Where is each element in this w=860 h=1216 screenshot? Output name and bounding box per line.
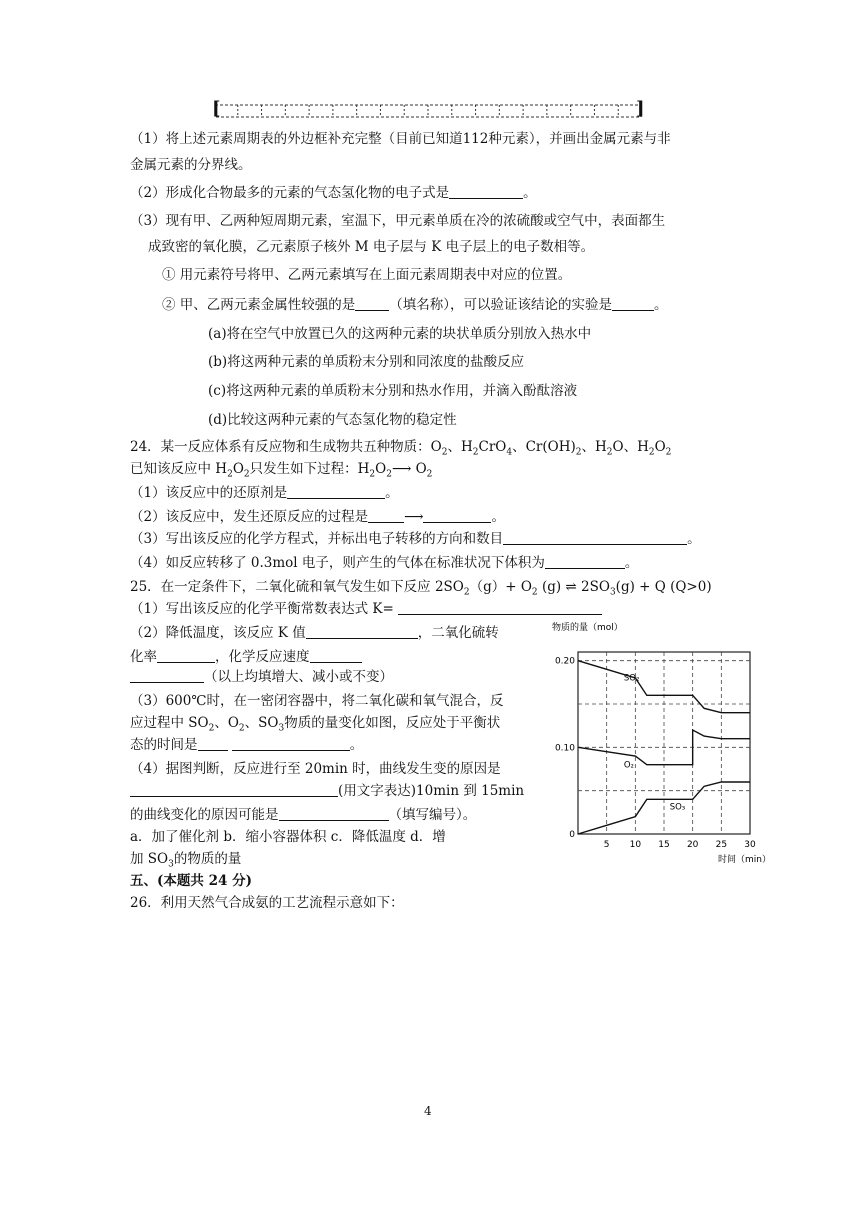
answer-blank[interactable]: [368, 508, 404, 523]
q25-options-line2: 加 $SO_3$的物质的量: [130, 851, 242, 870]
x-tick-label: 10: [629, 840, 642, 850]
series-label: SO₃: [669, 802, 686, 813]
page-number: 4: [424, 1104, 432, 1118]
x-tick-label: 20: [686, 840, 699, 850]
table-bracket-left: [: [212, 98, 221, 119]
q25-part2-line3: （以上均填增大、减小或不变）: [130, 668, 393, 686]
table-bracket-right: ]: [636, 98, 645, 119]
answer-blank[interactable]: [355, 296, 389, 311]
q23-sub1: ① 用元素符号将甲、乙两元素填写在上面元素周期表中对应的位置。: [162, 267, 572, 283]
q23-part3-line1: （3）现有甲、乙两种短周期元素，室温下，甲元素单质在冷的浓硫酸或空气中，表面都生: [130, 213, 666, 229]
section-5-heading: 五、(本题共 24 分): [130, 873, 252, 889]
answer-blank[interactable]: [612, 296, 654, 311]
q25-part3-line2: 应过程中 $SO_2$、$O_2$、$SO_3$物质的量变化如图，反应处于平衡状: [130, 715, 501, 734]
y-tick-label: 0.20: [554, 656, 575, 667]
answer-blank[interactable]: [310, 648, 362, 663]
answer-blank[interactable]: [306, 624, 418, 639]
q26-intro: 26．利用天然气合成氨的工艺流程示意如下：: [130, 895, 404, 911]
q23-part1-line1: （1）将上述元素周期表的外边框补充完整（目前已知道112种元素），并画出金属元素与非: [130, 131, 671, 147]
q25-part3-line3: 态的时间是 。: [130, 737, 364, 753]
answer-blank[interactable]: [279, 806, 389, 821]
q25-part4-line3: 的曲线变化的原因可能是 （填写编号）。: [130, 807, 477, 823]
periodic-table-strip: [214, 104, 642, 118]
q24-part3: （3）写出该反应的化学方程式，并标出电子转移的方向和数目 。: [130, 531, 701, 547]
x-axis-label: 时间（min）: [718, 855, 771, 865]
q24-known: 已知该反应中 $H_2O_2$只发生如下过程：$H_2O_2⟶$ $O_2$: [130, 461, 433, 480]
q23-part3-line2: 成致密的氧化膜，乙元素原子核外 M 电子层与 K 电子层上的电子数相等。: [148, 239, 595, 255]
q25-part2-line1: （2）降低温度，该反应 K 值 ，二氧化硫转: [130, 625, 499, 641]
q24-part4: （4）如反应转移了 0.3mol 电子，则产生的气体在标准状况下体积为 。: [130, 555, 639, 571]
answer-blank[interactable]: [130, 782, 338, 797]
q23-option-d: (d)比较这两种元素的气态氢化物的稳定性: [208, 412, 457, 428]
answer-blank[interactable]: [545, 554, 625, 569]
answer-blank[interactable]: [503, 530, 687, 545]
q25-part4-line2: (用文字表达)10min 到 15min: [130, 782, 524, 800]
q25-part1: （1）写出该反应的化学平衡常数表达式 K=: [130, 600, 602, 618]
q23-sub2: ② 甲、乙两元素金属性较强的是 （填名称），可以验证该结论的实验是 。: [162, 297, 668, 313]
answer-blank[interactable]: [232, 736, 350, 751]
x-tick-label: 25: [715, 840, 728, 850]
q24-part1: （1）该反应中的还原剂是 。: [130, 485, 399, 501]
q25-intro: 25．在一定条件下，二氧化硫和氧气发生如下反应 $2SO_2(g)+ O_2$ (g) ⇌ $2SO_3(g) + Q$ (Q>0): [130, 579, 712, 598]
q25-part3-line1: （3）600℃时，在一密闭容器中，将二氧化碳和氧气混合，反: [130, 693, 504, 709]
q23-option-a: (a)将在空气中放置已久的这两种元素的块状单质分别放入热水中: [208, 326, 592, 342]
y-tick-label: 0: [569, 830, 575, 840]
answer-blank[interactable]: [287, 484, 385, 499]
y-axis-label: 物质的量（mol）: [552, 623, 623, 633]
q25-options: a．加了催化剂 b．缩小容器体积 c．降低温度 d．增: [130, 829, 446, 845]
periodic-table-grid: [214, 104, 642, 118]
x-tick-label: 30: [744, 840, 756, 850]
y-tick-label: 0.10: [554, 743, 575, 754]
answer-blank[interactable]: [198, 736, 228, 751]
substance-amount-chart: [540, 612, 780, 872]
series-label: SO₂: [623, 673, 640, 684]
q23-option-c: (c)将这两种元素的单质粉末分别和热水作用，并滴入酚酞溶液: [208, 383, 578, 399]
q25-part4-line1: （4）据图判断，反应进行至 20min 时，曲线发生变的原因是: [130, 761, 501, 777]
q23-option-b: (b)将这两种元素的单质粉末分别和同浓度的盐酸反应: [208, 354, 525, 370]
x-tick-label: 15: [658, 840, 670, 850]
answer-blank[interactable]: [157, 648, 215, 663]
q23-part1-line2: 金属元素的分界线。: [130, 157, 252, 173]
answer-blank[interactable]: [130, 668, 204, 683]
x-tick-label: 5: [603, 840, 610, 850]
q24-intro: 24．某一反应体系有反应物和生成物共五种物质：$O_2$、$H_2CrO_4$、$Cr(OH)_2$、$H_2O$、$H_2O_2$: [130, 439, 672, 458]
q24-part2: （2）该反应中，发生还原反应的过程是 ⟶ 。: [130, 509, 505, 525]
q25-part2-line2: 化率 ，化学反应速度: [130, 648, 362, 666]
answer-blank[interactable]: [423, 508, 491, 523]
series-label: O₂: [623, 760, 634, 771]
q23-part2: （2）形成化合物最多的元素的气态氢化物的电子式是 。: [130, 185, 537, 201]
equilibrium-arrow-icon: ⇌: [565, 579, 577, 595]
answer-blank[interactable]: [449, 184, 523, 199]
